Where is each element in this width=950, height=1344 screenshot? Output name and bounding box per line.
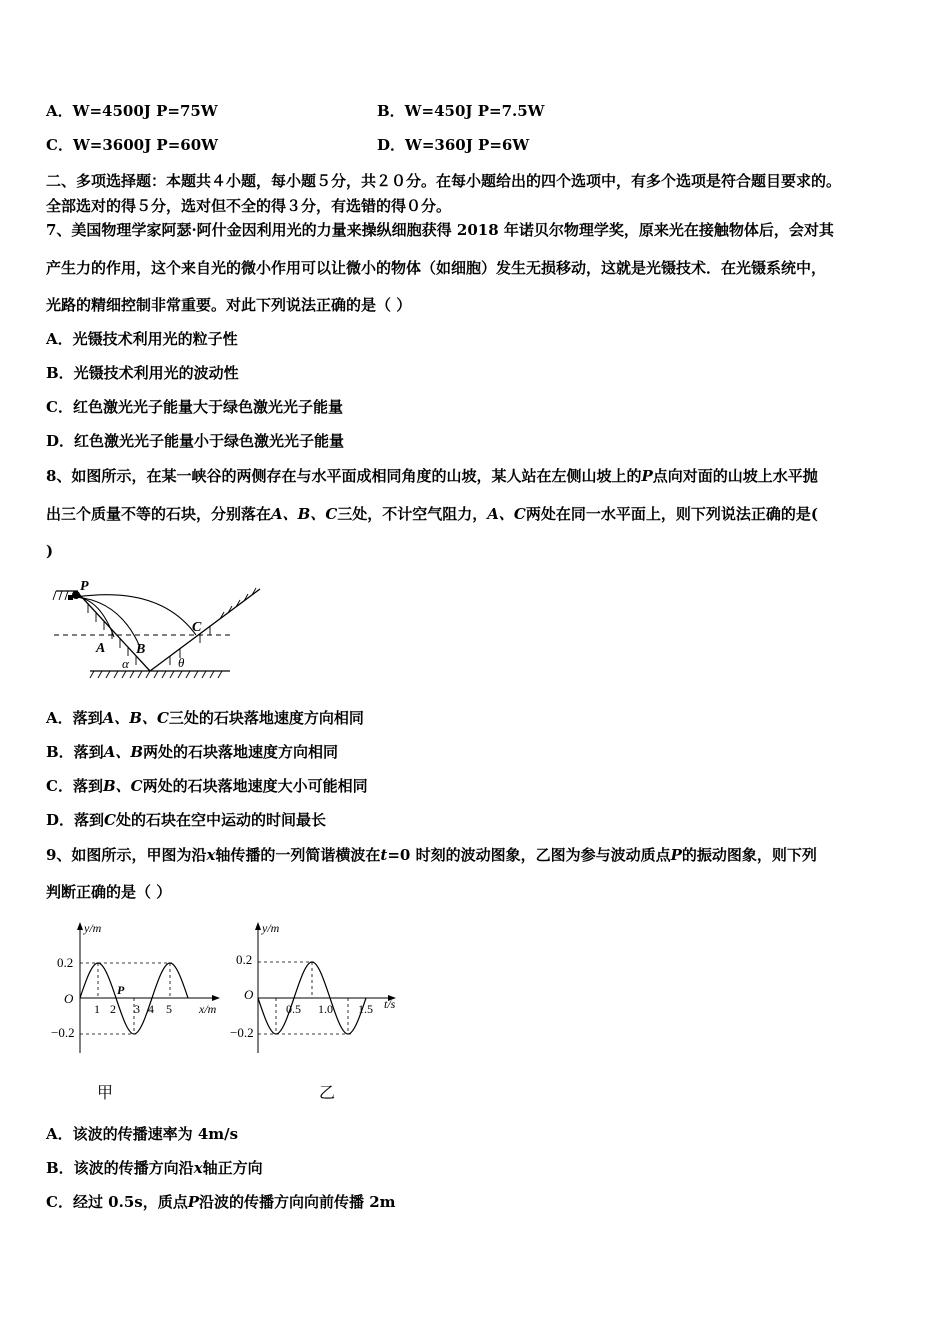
q9-option-c: C．经过 0.5s，质点P沿波的传播方向向前传播 2m bbox=[46, 1193, 396, 1211]
graph2-origin: O bbox=[244, 987, 254, 1002]
q8-label-theta: θ bbox=[178, 655, 185, 670]
q9-vibration-graph bbox=[230, 918, 410, 1058]
q8-option-c: C．落到B、C两处的石块落地速度大小可能相同 bbox=[46, 777, 368, 795]
q7-stem-line2: 产生力的作用，这个来自光的微小作用可以让微小的物体（如细胞）发生无损移动，这就是光镊技术．在光镊系统中， bbox=[46, 259, 827, 277]
graph1-tick-2: 2 bbox=[110, 1002, 116, 1016]
q8-label-alpha: α bbox=[122, 656, 129, 671]
graph1-tick-4: 4 bbox=[148, 1002, 154, 1016]
graph2-y-top: 0.2 bbox=[236, 952, 253, 967]
q7-option-b: B．光镊技术利用光的波动性 bbox=[46, 364, 239, 382]
section2-heading-line1: 二、多项选择题：本题共４小题，每小题５分，共２０分。在每小题给出的四个选项中，有多个选项是符合题目要求的。 bbox=[46, 172, 842, 190]
q6-option-row-2 bbox=[46, 135, 906, 155]
q6-option-c: C．W=3600J P=60W bbox=[46, 136, 218, 154]
graph1-y-bot: −0.2 bbox=[51, 1025, 75, 1040]
q7-option-d: D．红色激光光子能量小于绿色激光光子能量 bbox=[46, 432, 345, 450]
graph2-tick-15: 1.5 bbox=[358, 1002, 373, 1016]
q8-stem-line3: ) bbox=[46, 542, 54, 560]
q8-stem-line2: 出三个质量不等的石块，分别落在A、B、C三处，不计空气阻力，A、C两处在同一水平面上，则下列说法正确的是( bbox=[46, 505, 818, 523]
q6-option-a: A．W=4500J P=75W bbox=[46, 102, 218, 120]
graph2-tick-05: 0.5 bbox=[286, 1002, 301, 1016]
q8-stem-line1: 8、如图所示，在某一峡谷的两侧存在与水平面成相同角度的山坡，某人站在左侧山坡上的P点向对面的山坡上水平抛 bbox=[46, 467, 818, 485]
q8-option-d: D．落到C处的石块在空中运动的时间最长 bbox=[46, 811, 326, 829]
q7-option-a: A．光镊技术利用光的粒子性 bbox=[46, 330, 238, 348]
graph1-tick-3: 3 bbox=[134, 1002, 140, 1016]
q6-option-d: D．W=360J P=6W bbox=[377, 136, 530, 154]
graph2-tick-10: 1.0 bbox=[318, 1002, 333, 1016]
q8-option-b: B．落到A、B两处的石块落地速度方向相同 bbox=[46, 743, 339, 761]
graph1-tick-1: 1 bbox=[94, 1002, 100, 1016]
q8-label-c: C bbox=[192, 620, 202, 635]
graph1-point-p: P bbox=[117, 983, 125, 997]
graph1-y-top: 0.2 bbox=[57, 955, 74, 970]
q7-option-c: C．红色激光光子能量大于绿色激光光子能量 bbox=[46, 398, 343, 416]
q9-stem-line1: 9、如图所示，甲图为沿x轴传播的一列简谐横波在t=0 时刻的波动图象，乙图为参与波动质点P的振动图象，则下列 bbox=[46, 846, 817, 864]
q9-stem-line2: 判断正确的是（ ） bbox=[46, 883, 172, 901]
q8-label-p: P bbox=[80, 579, 89, 594]
graph1-xlabel: x/m bbox=[199, 1002, 217, 1016]
graph1-tick-5: 5 bbox=[166, 1002, 172, 1016]
q6-option-row-1 bbox=[46, 101, 906, 121]
q9-option-a: A．该波的传播速率为 4m/s bbox=[46, 1125, 239, 1143]
q6-option-b: B．W=450J P=7.5W bbox=[377, 102, 545, 120]
graph2-caption: 乙 bbox=[319, 1083, 336, 1102]
graph1-origin: O bbox=[64, 991, 74, 1006]
graph1-caption: 甲 bbox=[97, 1083, 114, 1102]
q9-wave-graph bbox=[48, 918, 228, 1058]
q7-stem-line1: 7、美国物理学家阿瑟·阿什金因利用光的力量来操纵细胞获得 2018 年诺贝尔物理学奖，原来光在接触物体后，会对其 bbox=[46, 221, 834, 239]
q7-stem-line3: 光路的精细控制非常重要。对此下列说法正确的是（ ） bbox=[46, 296, 412, 314]
q8-canyon-figure bbox=[50, 575, 270, 685]
q8-label-b: B bbox=[136, 642, 146, 657]
q9-option-b: B．该波的传播方向沿x轴正方向 bbox=[46, 1159, 263, 1177]
q8-option-a: A．落到A、B、C三处的石块落地速度方向相同 bbox=[46, 709, 364, 727]
graph2-y-bot: −0.2 bbox=[230, 1025, 254, 1040]
graph2-ylabel: y/m bbox=[262, 921, 280, 935]
graph1-ylabel: y/m bbox=[84, 921, 102, 935]
q8-label-a: A bbox=[96, 641, 106, 656]
graph2-xlabel: t/s bbox=[384, 997, 396, 1011]
section2-heading-line2: 全部选对的得５分，选对但不全的得３分，有选错的得０分。 bbox=[46, 197, 452, 215]
